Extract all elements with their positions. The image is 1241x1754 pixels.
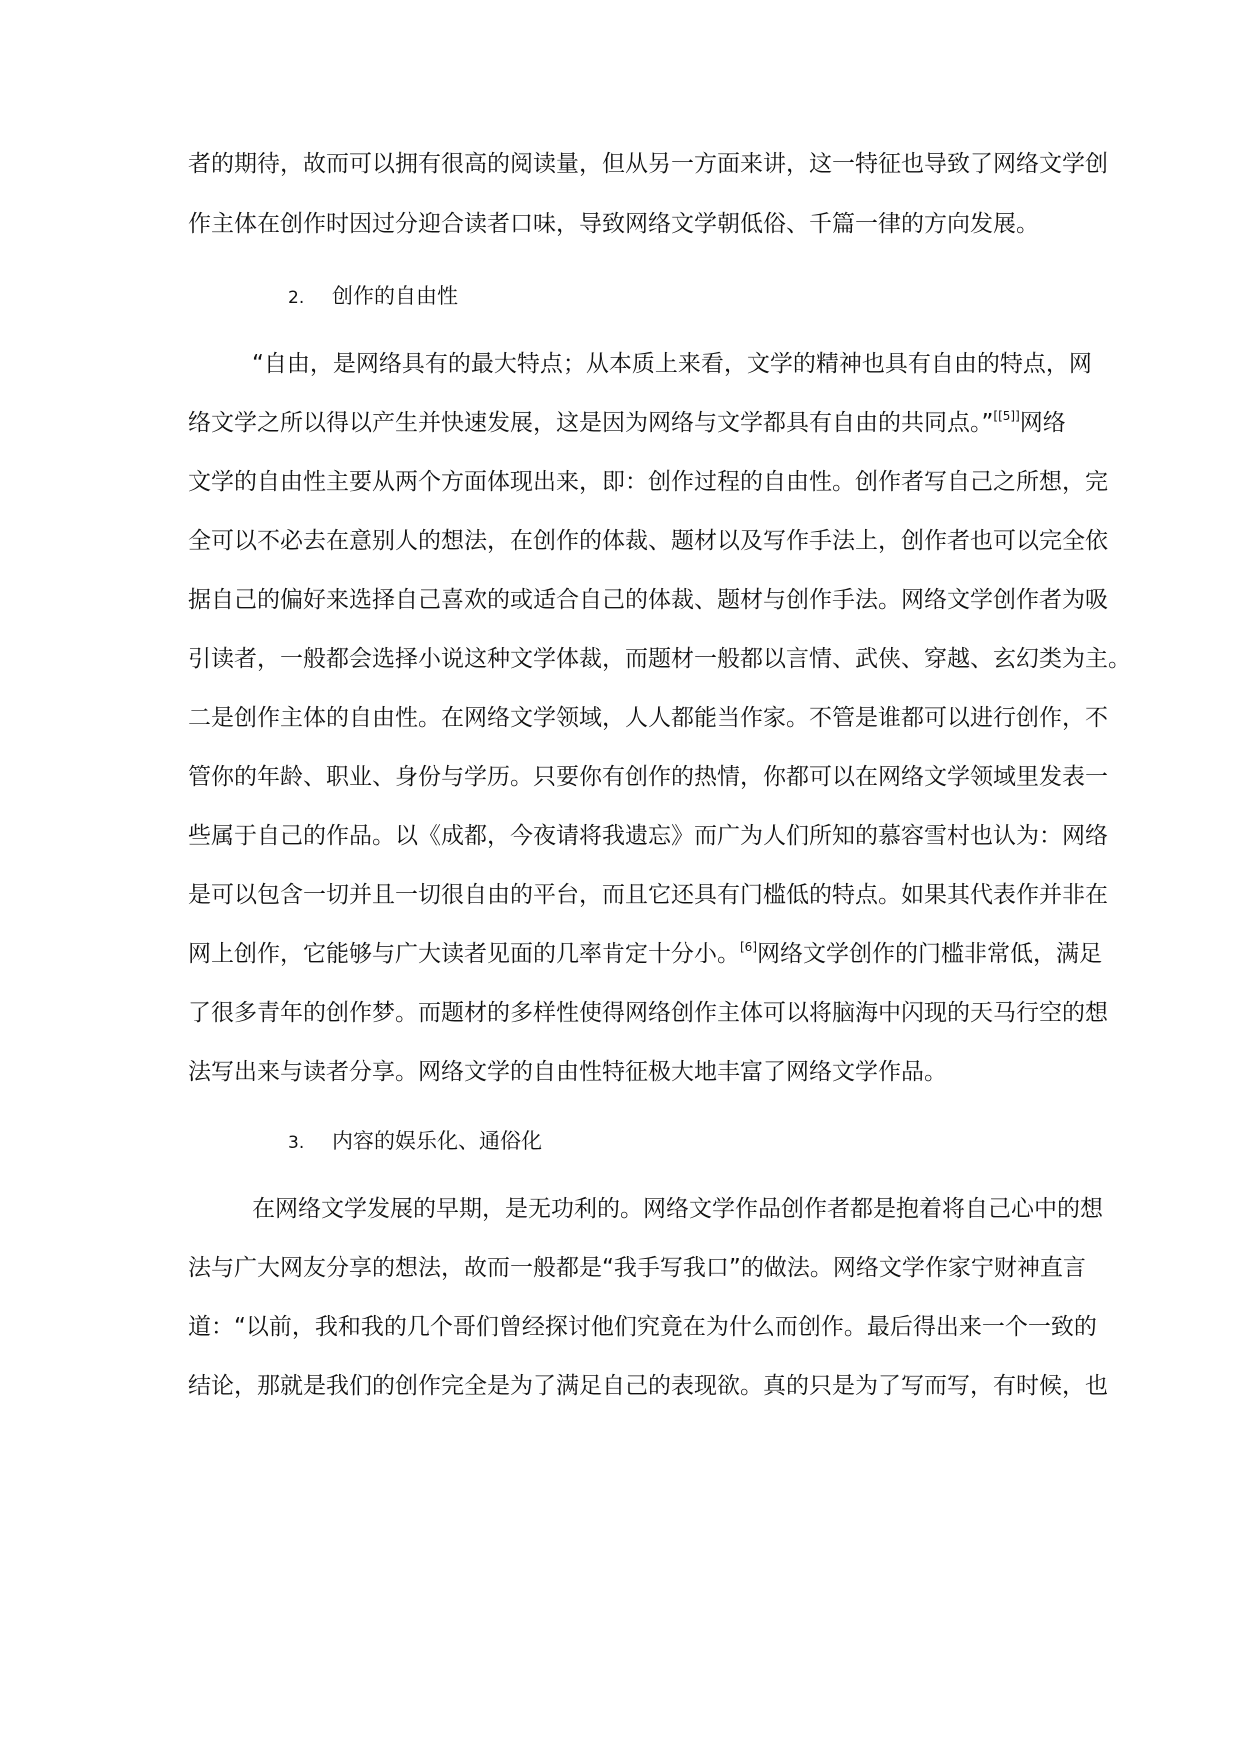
paragraph-line: 作主体在创作时因过分迎合读者口味，导致网络文学朝低俗、千篇一律的方向发展。 [188, 211, 1039, 237]
line-text: 网上创作，它能够与广大读者见面的几率肯定十分小。 [188, 941, 740, 967]
paragraph-line: 管你的年龄、职业、身份与学历。只要你有创作的热情，你都可以在网络文学领域里发表一 [188, 764, 1108, 790]
paragraph-line: 据自己的偏好来选择自己喜欢的或适合自己的体裁、题材与创作手法。网络文学创作者为吸 [188, 587, 1108, 613]
paragraph-line: 是可以包含一切并且一切很自由的平台，而且它还具有门槛低的特点。如果其代表作并非在 [188, 882, 1108, 908]
section-number: 3. [288, 1133, 305, 1153]
paragraph-line: 些属于自己的作品。以《成都，今夜请将我遗忘》而广为人们所知的慕容雪村也认为：网络 [188, 823, 1108, 849]
section-number: 2. [288, 288, 305, 308]
paragraph-line: 结论，那就是我们的创作完全是为了满足自己的表现欲。真的只是为了写而写，有时候，也 [188, 1373, 1108, 1399]
paragraph-line: 在网络文学发展的早期，是无功利的。网络文学作品创作者都是抱着将自己心中的想 [252, 1196, 1103, 1222]
paragraph-line: 了很多青年的创作梦。而题材的多样性使得网络创作主体可以将脑海中闪现的天马行空的想 [188, 1000, 1108, 1026]
line-text: 网络文学创作的门槛非常低，满足 [757, 941, 1102, 967]
paragraph-line: 引读者，一般都会选择小说这种文学体裁，而题材一般都以言情、武侠、穿越、玄幻类为主。 [188, 646, 1131, 672]
paragraph-line: 法写出来与读者分享。网络文学的自由性特征极大地丰富了网络文学作品。 [188, 1059, 947, 1085]
paragraph-line: 二是创作主体的自由性。在网络文学领域，人人都能当作家。不管是谁都可以进行创作，不 [188, 705, 1108, 731]
section-heading-3 [288, 1126, 542, 1156]
paragraph-line-with-citation [188, 406, 1066, 440]
paragraph-line: “自由，是网络具有的最大特点；从本质上来看，文学的精神也具有自由的特点，网 [252, 351, 1092, 377]
paragraph-line: 全可以不必去在意别人的想法，在创作的体裁、题材以及写作手法上，创作者也可以完全依 [188, 528, 1108, 554]
paragraph-line: 道：“以前，我和我的几个哥们曾经探讨他们究竟在为什么而创作。最后得出来一个一致的 [188, 1314, 1097, 1340]
line-text: 络文学之所以得以产生并快速发展，这是因为网络与文学都具有自由的共同点。” [188, 410, 994, 436]
paragraph-line: 者的期待，故而可以拥有很高的阅读量，但从另一方面来讲，这一特征也导致了网络文学创 [188, 151, 1108, 177]
paragraph-line: 法与广大网友分享的想法，故而一般都是“我手写我口”的做法。网络文学作家宁财神直言 [188, 1255, 1086, 1281]
section-title: 内容的娱乐化、通俗化 [332, 1129, 542, 1153]
line-text: 网络 [1019, 410, 1066, 436]
section-title: 创作的自由性 [332, 284, 458, 308]
section-heading-2 [288, 281, 458, 311]
paragraph-line-with-citation [188, 937, 1102, 971]
paragraph-line: 文学的自由性主要从两个方面体现出来，即：创作过程的自由性。创作者写自己之所想，完 [188, 469, 1108, 495]
citation-ref-5: [[5]] [993, 409, 1020, 423]
citation-ref-6: [6] [740, 940, 757, 954]
